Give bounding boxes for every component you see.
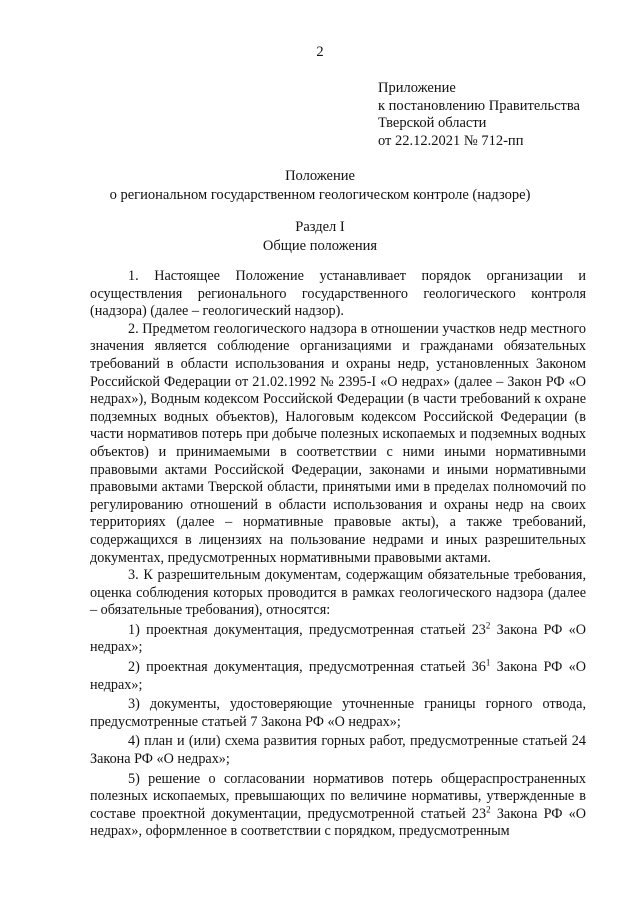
paragraph-2: 2. Предметом геологического надзора в отношении участков недр местного значения является соблюдение организациями и гражданами обязательных требований в области использования и охраны недр, установленных Законом Российской Федерации от 21.02.1992 № 2395-I «О недрах» (далее – Закон РФ «О недрах»), Водным кодексом Российской Федерации (в части требований к охране подземных водных объектов), Налоговым кодексом Российской Федерации (в части нормативов потерь при добыче полезных ископаемых и подземных водных объектов) и принимаемыми в соответствии с ними иными нормативными правовыми актами Российской Федерации, законами и иными нормативными правовыми актами Тверской области, принятыми ими в пределах полномочий по регулированию отношений в области использования и охраны недр на своих территориях (далее – нормативные правовые акты), а также требований, содержащихся в лицензиях на пользование недрами и иных разрешительных документах, предусмотренных нормативными правовыми актами. [90,320,586,566]
title-line: о региональном государственном геологическом контроле (надзоре) [109,187,531,203]
appendix-block [378,80,580,150]
appendix-line: Приложение [378,80,456,96]
list-item-3: 3) документы, удостоверяющие уточненные границы горного отвода, предусмотренные статьей 7 Закона РФ «О недрах»; [90,696,586,730]
title-line: Положение [285,168,355,184]
section-number: Раздел I [295,219,345,235]
page-number: 2 [316,44,324,60]
paragraph-3: 3. К разрешительным документам, содержащим обязательные требования, оценка соблюдения которых проводится в рамках геологического надзора (далее – обязательные требования), относятся: [90,567,586,619]
paragraph-1: 1. Настоящее Положение устанавливает порядок организации и осуществления регионального государственного геологического контроля (надзора) (далее – геологический надзор). [90,268,586,320]
list-item-2: 2) проектная документация, предусмотренная статьей $36^1$ Закона РФ «О недрах»; [90,657,586,693]
section-heading [0,218,640,256]
section-title: Общие положения [262,238,378,254]
superscript: 2 [486,804,491,815]
document-title [0,167,640,205]
list-item-4: 4) план и (или) схема развития горных работ, предусмотренные статьей 24 Закона РФ «О недрах»; [90,733,586,768]
superscript: 2 [485,620,491,631]
appendix-line: от 22.12.2021 № 712-пп [378,132,524,149]
document-body [90,268,586,841]
superscript: 1 [485,657,491,668]
list-item-5: 5) решение о согласовании нормативов потерь общераспространенных полезных ископаемых, превышающих по величине нормативы, утвержденные в составе проектной документации, предусмотренной статьей $23^2$ Закона РФ «О недрах», оформленное в соответствии с порядком, предусмотренным [90,770,586,840]
appendix-line: к постановлению Правительства [378,97,580,114]
list-item-1: 1) проектная документация, предусмотренная статьей $23^2$ Закона РФ «О недрах»; [90,620,586,656]
appendix-line: Тверской области [378,115,487,131]
